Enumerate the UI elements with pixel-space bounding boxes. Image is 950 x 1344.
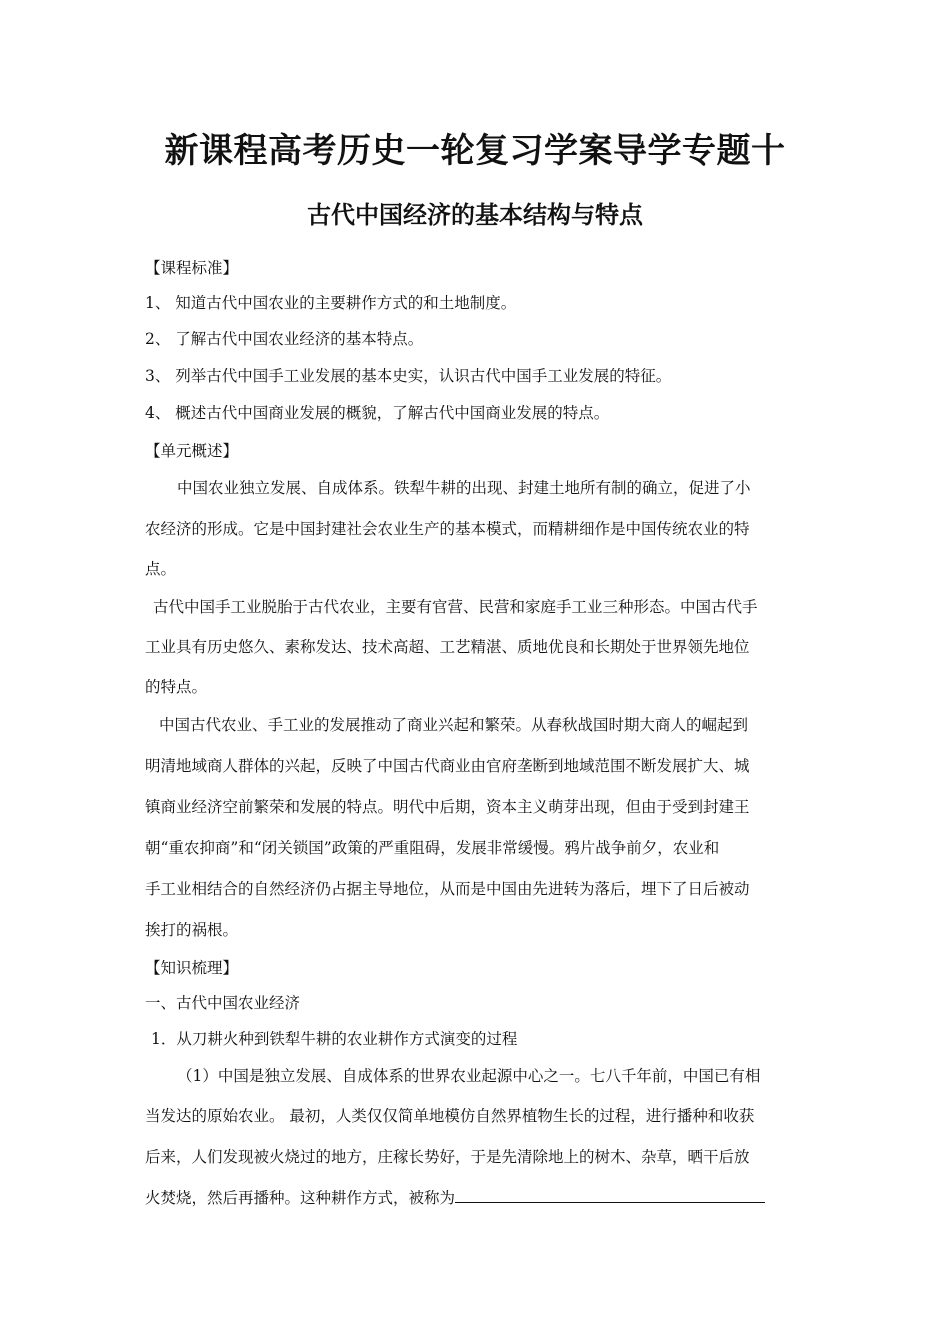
knowledge-paragraph-line: 后来，人们发现被火烧过的地方，庄稼长势好，于是先清除地上的树木、杂草，晒干后放 [145, 1148, 750, 1166]
fill-in-blank[interactable] [455, 1186, 765, 1203]
overview-line: 中国古代农业、手工业的发展推动了商业兴起和繁荣。从春秋战国时期大商人的崛起到 [159, 716, 749, 734]
overview-line: 工业具有历史悠久、素称发达、技术高超、工艺精湛、质地优良和长期处于世界领先地位 [145, 638, 750, 656]
document-subtitle: 古代中国经济的基本结构与特点 [307, 201, 643, 229]
overview-line: 镇商业经济空前繁荣和发展的特点。明代中后期，资本主义萌芽出现，但由于受到封建王 [145, 798, 750, 816]
overview-line: 中国农业独立发展、自成体系。铁犁牛耕的出现、封建土地所有制的确立，促进了小 [177, 479, 751, 497]
knowledge-paragraph-text: 火焚烧，然后再播种。这种耕作方式，被称为 [145, 1189, 456, 1207]
knowledge-part-heading: 一、古代中国农业经济 [145, 994, 301, 1012]
overview-line: 古代中国手工业脱胎于古代农业，主要有官营、民营和家庭手工业三种形态。中国古代手 [153, 598, 758, 616]
overview-line: 点。 [145, 560, 177, 578]
standard-item: 1、 知道古代中国农业的主要耕作方式的和土地制度。 [145, 294, 517, 312]
section-header-standard: 【课程标准】 [145, 259, 239, 277]
standard-item: 3、 列举古代中国手工业发展的基本史实，认识古代中国手工业发展的特征。 [145, 367, 672, 385]
overview-line: 朝“重农抑商”和“闭关锁国”政策的严重阻碍，发展非常缓慢。鸦片战争前夕，农业和 [145, 839, 720, 857]
document-title: 新课程高考历史一轮复习学案导学专题十 [164, 131, 786, 171]
overview-line: 的特点。 [145, 678, 208, 696]
section-header-overview: 【单元概述】 [145, 442, 239, 460]
standard-item: 4、 概述古代中国商业发展的概貌，了解古代中国商业发展的特点。 [145, 404, 610, 422]
knowledge-paragraph-line: （1）中国是独立发展、自成体系的世界农业起源中心之一。七八千年前，中国已有相 [177, 1067, 761, 1085]
knowledge-item-heading: 1．从刀耕火种到铁犁牛耕的农业耕作方式演变的过程 [151, 1030, 518, 1048]
section-header-knowledge: 【知识梳理】 [145, 959, 239, 977]
overview-line: 手工业相结合的自然经济仍占据主导地位，从而是中国由先进转为落后，埋下了日后被动 [145, 880, 750, 898]
overview-line: 挨打的祸根。 [145, 921, 239, 939]
overview-line: 农经济的形成。它是中国封建社会农业生产的基本模式，而精耕细作是中国传统农业的特 [145, 520, 750, 538]
knowledge-paragraph-line-with-blank [145, 1186, 810, 1210]
overview-line: 明清地域商人群体的兴起，反映了中国古代商业由官府垄断到地域范围不断发展扩大、城 [145, 757, 750, 775]
knowledge-paragraph-line: 当发达的原始农业。 最初，人类仅仅简单地模仿自然界植物生长的过程，进行播种和收获 [145, 1107, 755, 1125]
standard-item: 2、 了解古代中国农业经济的基本特点。 [145, 330, 424, 348]
